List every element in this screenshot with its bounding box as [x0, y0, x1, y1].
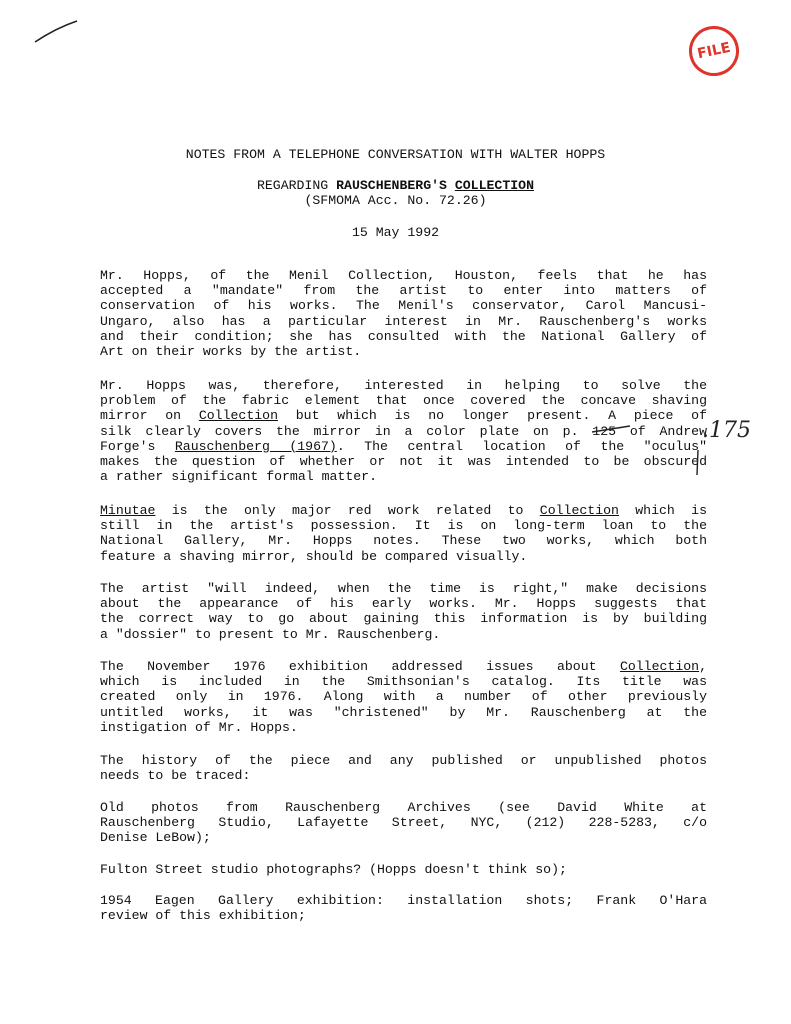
p1-line: Ungaro, also has a particular interest in Mr. Rauschenberg's works [100, 313, 707, 329]
paragraph-3 [100, 503, 707, 564]
paragraph-6 [100, 753, 707, 783]
p9-line: 1954 Eagen Gallery exhibition: installation shots; Frank O'Hara [100, 893, 707, 908]
p7-line: Denise LeBow); [100, 830, 211, 846]
file-stamp-label: FILE [696, 39, 732, 63]
p5-line: untitled works, it was "christened" by Mr. Rauschenberg at the [100, 704, 707, 720]
collection-title: Collection [198, 408, 278, 424]
p7-line: Old photos from Rauschenberg Archives (see David White at [100, 800, 707, 815]
document-date: 15 May 1992 [351, 225, 440, 240]
handwritten-page-correction: .175 [702, 418, 751, 443]
strikethrough-mark [590, 422, 638, 438]
p2-line: mirror on Collection but which is no longer present. A piece of [100, 408, 708, 424]
p4-line: the correct way to go about gaining this information is by building [100, 611, 707, 627]
p5-line: instigation of Mr. Hopps. [100, 719, 298, 735]
p6-line: The history of the piece and any published or unpublished photos [100, 753, 707, 768]
accession-number: (SFMOMA Acc. No. 72.26) [304, 193, 487, 208]
p2-line: silk clearly covers the mirror in a color plate on p. 125 of Andrew [100, 423, 707, 439]
p2-line: Mr. Hopps was, therefore, interested in helping to solve the [100, 378, 707, 393]
collection-title: Collection [539, 503, 619, 518]
collection-title: Collection [619, 659, 700, 674]
p2-line: makes the question of whether or not it was intended to be obscured [100, 454, 707, 470]
page-title: NOTES FROM A TELEPHONE CONVERSATION WITH WALTER HOPPS [185, 147, 606, 162]
p5-line: which is included in the Smithsonian's catalog. Its title was [100, 674, 707, 690]
p9-line: review of this exhibition; [100, 908, 306, 924]
p2-line: a rather significant formal matter. [100, 469, 377, 485]
regarding-artist: RAUSCHENBERG'S [336, 178, 447, 193]
regarding-work: COLLECTION [454, 178, 534, 193]
p1-line: accepted a "mandate" from the artist to enter into matters of [100, 283, 707, 299]
p6-line: needs to be traced: [100, 768, 251, 784]
p2-line: problem of the fabric element that once covered the concave shaving [100, 393, 707, 409]
paragraph-9 [100, 893, 707, 923]
p4-line: a "dossier" to present to Mr. Rauschenberg. [100, 626, 441, 642]
book-title: Rauschenberg (1967) [174, 438, 337, 454]
p3-line: feature a shaving mirror, should be compared visually. [100, 548, 528, 564]
file-stamp [684, 21, 743, 80]
p1-line: Art on their works by the artist. [100, 344, 362, 360]
caret-mark [690, 448, 706, 478]
pen-tick-mark [32, 18, 82, 46]
p8-line: Fulton Street studio photographs? (Hopps doesn't think so); [100, 862, 567, 877]
p5-line: created only in 1976. Along with a number of other previously [100, 689, 707, 705]
paragraph-5 [100, 659, 707, 735]
p7-line: Rauschenberg Studio, Lafayette Street, NYC, (212) 228-5283, c/o [100, 815, 707, 831]
p1-line: and their condition; she has consulted with the National Gallery of [100, 328, 707, 344]
p3-line: Minutae is the only major red work related to Collection which is [100, 503, 707, 518]
p1-line: Mr. Hopps, of the Menil Collection, Houston, feels that he has [100, 268, 707, 283]
p3-line: National Gallery, Mr. Hopps notes. These two works, which both [100, 533, 707, 549]
p4-line: The artist "will indeed, when the time is right," make decisions [100, 581, 707, 596]
paragraph-7 [100, 800, 707, 846]
p3-line: still in the artist's possession. It is on long-term loan to the [100, 518, 707, 534]
paragraph-4 [100, 581, 707, 642]
p2-line: Forge's Rauschenberg (1967). The central location of the "oculus" [100, 438, 707, 454]
p5-line: The November 1976 exhibition addressed issues about Collection, [100, 659, 707, 674]
paragraph-1 [100, 268, 707, 359]
paragraph-8 [100, 862, 707, 877]
p1-line: conservation of his works. The Menil's conservator, Carol Mancusi- [100, 298, 707, 314]
regarding-line [0, 178, 791, 194]
p4-line: about the appearance of his early works. Mr. Hopps suggests that [100, 596, 707, 612]
minutae-title: Minutae [100, 503, 156, 518]
regarding-prefix: REGARDING [256, 178, 329, 193]
